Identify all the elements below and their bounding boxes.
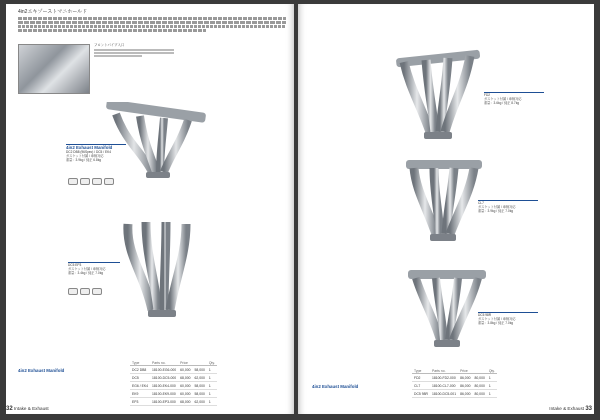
- product-e-spec-2: 重量：3.8kg / 純正 7.0kg: [478, 321, 514, 326]
- gasket-set-b: [68, 288, 102, 295]
- product-d-spec-2: 重量：3.9kg / 純正 7.0kg: [478, 209, 514, 214]
- table-row: EG6 / EK4 18100-EK4-000 60,000 58,000 1: [130, 382, 217, 390]
- manifold-photo: [18, 44, 90, 94]
- gasket-icon: [68, 288, 78, 295]
- manifold-image-b: [116, 214, 206, 324]
- table-row: EP3 18100-EP3-000 68,000 62,000 1: [130, 398, 217, 406]
- product-label-b: [68, 262, 120, 275]
- col-parts: Parts no.: [430, 368, 458, 374]
- manifold-image-e: [404, 266, 490, 352]
- table-row: EK9 18100-EK9-000 60,000 58,000 1: [130, 390, 217, 398]
- product-label-e: [478, 312, 538, 325]
- intro-text-block: [18, 16, 286, 33]
- page-number: 32: [6, 406, 13, 412]
- product-a-spec-1: ガスケット付属 / 車検対応: [66, 154, 104, 158]
- photo-caption: [94, 48, 174, 58]
- product-e-spec-1: ガスケット付属 / 車検対応: [478, 317, 516, 321]
- table-row: DC2 DB8 18100-EG6-000 60,000 58,000 1: [130, 366, 217, 374]
- col-qty: Qty.: [208, 360, 215, 365]
- spec-table-left: [130, 360, 217, 406]
- product-b-spec-1: ガスケット付属 / 車検対応: [68, 267, 106, 271]
- gasket-icon: [80, 178, 90, 185]
- gasket-set-a: [68, 178, 114, 185]
- product-c-spec-1: ガスケット付属 / 車検対応: [484, 97, 522, 101]
- col-price: Price: [458, 368, 472, 374]
- product-c-models: FD2: [484, 93, 491, 97]
- table-title-left: 4in2 Exhaust Manifold: [18, 368, 65, 373]
- col-qty: Qty.: [488, 368, 495, 373]
- gasket-icon: [68, 178, 78, 185]
- product-d-models: CL7: [478, 201, 484, 205]
- product-a-spec-2: 重量：3.9kg / 純正 6.8kg: [66, 158, 102, 163]
- product-d-spec-1: ガスケット付属 / 車検対応: [478, 205, 516, 209]
- footer-section: Intake & Exhaust: [13, 406, 49, 411]
- product-label-a: [66, 144, 126, 162]
- footer-section: Intake & Exhaust: [549, 406, 585, 411]
- page-footer-left: [6, 406, 49, 412]
- table-row: CL7 18100-CL7-000 86,000 80,000 1: [412, 382, 497, 390]
- product-c-spec-2: 重量：3.6kg / 純正 8.7kg: [484, 101, 520, 106]
- col-type: Type: [412, 368, 430, 374]
- page-number: 33: [585, 406, 592, 412]
- table-title-right: 4in2 Exhaust Manifold: [312, 384, 359, 389]
- table-row: DC5 18100-DC5-000 68,000 62,000 1: [130, 374, 217, 382]
- gasket-icon: [92, 288, 102, 295]
- table-row: FD2 18100-FD2-000 86,000 80,000 1: [412, 374, 497, 382]
- left-page: [6, 4, 294, 414]
- product-label-d: [478, 200, 538, 213]
- page-footer-right: [549, 406, 592, 412]
- product-b-models: DC5 EP3: [68, 263, 82, 267]
- table-row: DC5 98R 18100-DC5-001 86,000 80,000 1: [412, 390, 497, 398]
- gasket-icon: [92, 178, 102, 185]
- manifold-image-d: [402, 154, 486, 248]
- photo-label: フロントパイプ入口: [94, 43, 125, 47]
- col-price: Price: [178, 360, 192, 366]
- manifold-image-c: [390, 48, 486, 148]
- product-a-models: DC2 DB8 (96Spec) / DC5 / EK4: [66, 150, 111, 154]
- right-page: [298, 4, 594, 414]
- product-label-c: [484, 92, 544, 105]
- col-type: Type: [130, 360, 150, 366]
- product-title-a: 4in2 Exhaust Manifold: [66, 145, 113, 150]
- section-heading: 4in2エキゾーストマニホールド: [18, 9, 88, 15]
- gasket-icon: [80, 288, 90, 295]
- col-parts: Parts no.: [150, 360, 178, 366]
- spec-table-right: [412, 368, 497, 398]
- product-b-spec-2: 重量：3.4kg / 純正 7.0kg: [68, 271, 104, 276]
- gasket-icon: [104, 178, 114, 185]
- product-e-models: DC5 98R: [478, 313, 492, 317]
